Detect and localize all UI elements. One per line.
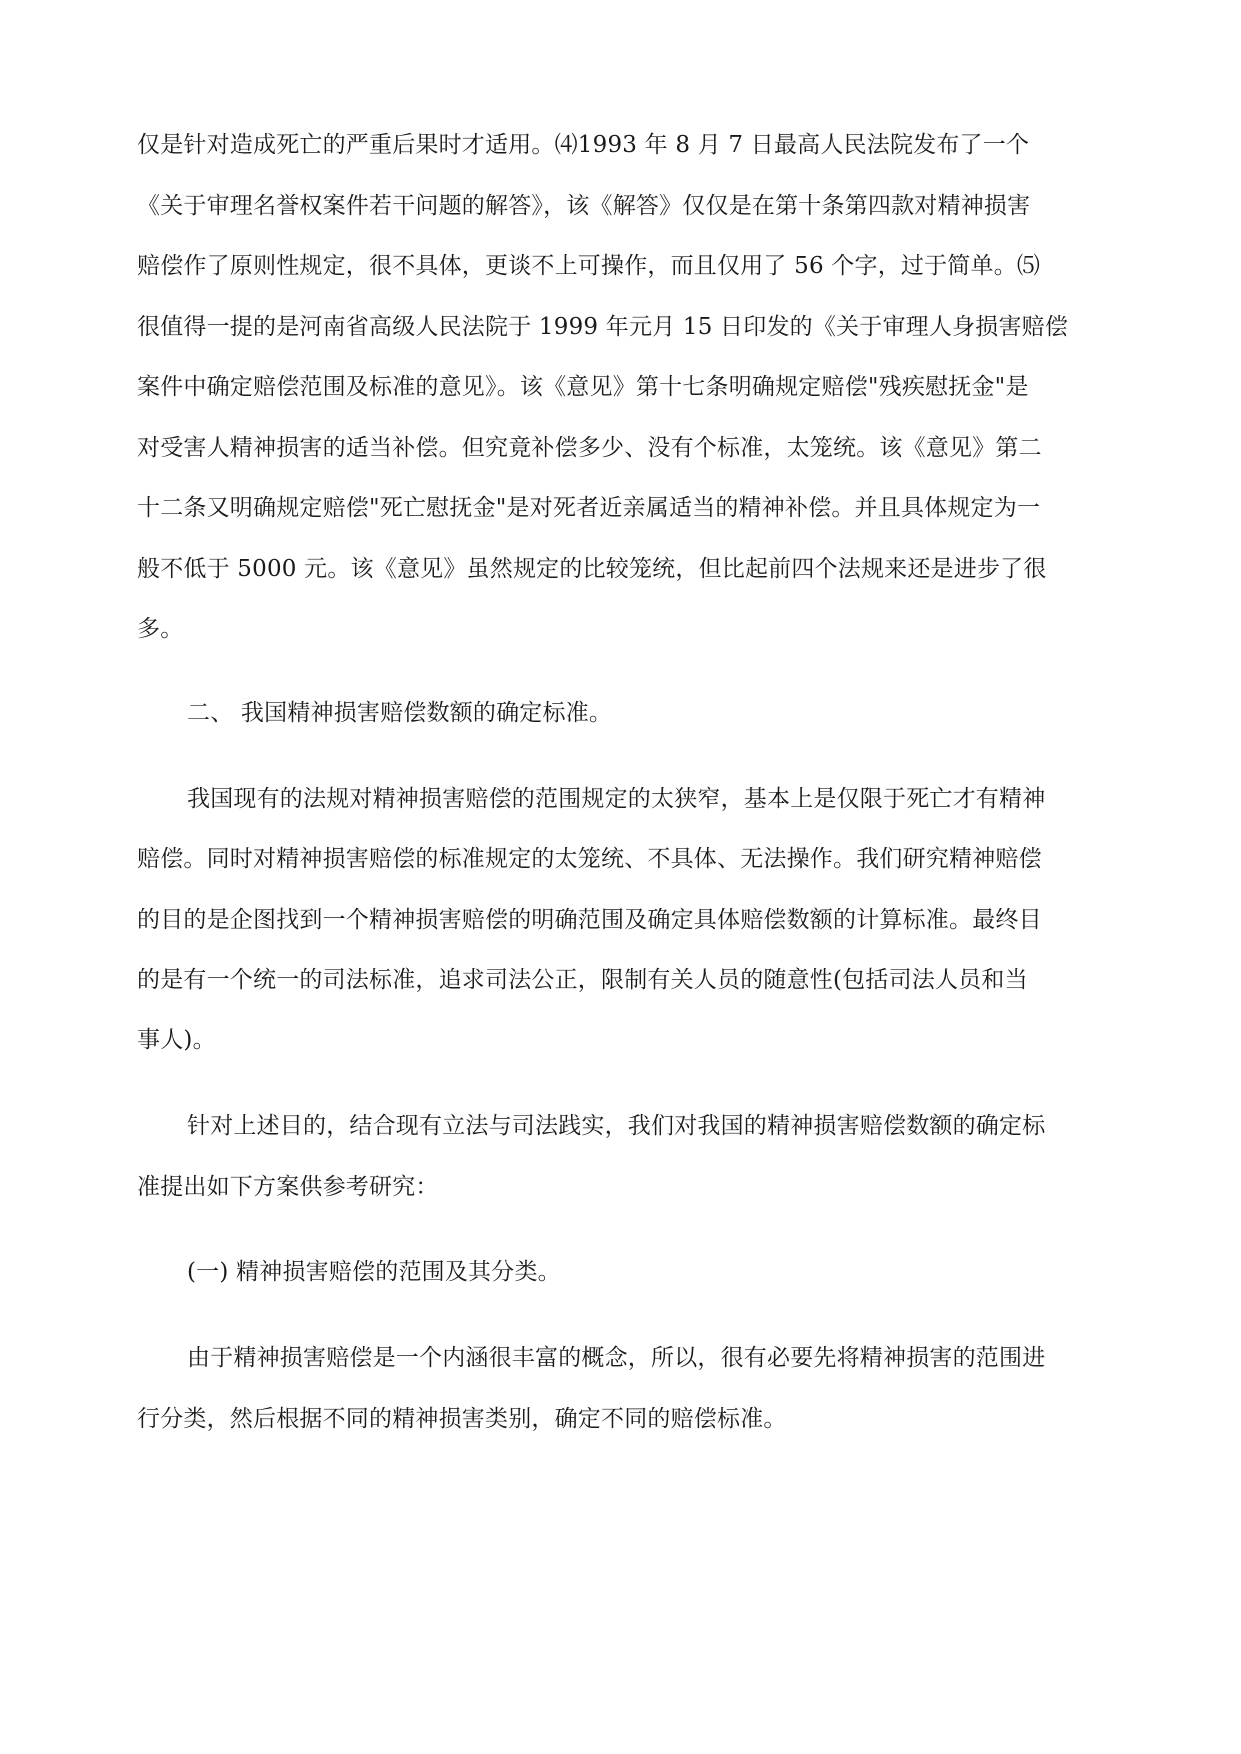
text-line: 的是有一个统一的司法标准，追求司法公正，限制有关人员的随意性(包括司法人员和当 [137,967,1028,993]
text-line: 很值得一提的是河南省高级人民法院于 1999 年元月 15 日印发的《关于审理人身损害赔偿 [137,314,1069,340]
text-line: 的目的是企图找到一个精神损害赔偿的明确范围及确定具体赔偿数额的计算标准。最终目 [137,907,1042,933]
text-line: 仅是针对造成死亡的严重后果时才适用。⑷1993 年 8 月 7 日最高人民法院发布了一个 [137,132,1030,158]
text-line: 行分类，然后根据不同的精神损害类别，确定不同的赔偿标准。 [137,1406,787,1432]
text-line: 针对上述目的，结合现有立法与司法践实，我们对我国的精神损害赔偿数额的确定标 [187,1113,1046,1139]
text-line: 赔偿作了原则性规定，很不具体，更谈不上可操作，而且仅用了 56 个字，过于简单。⑸ [137,253,1041,279]
heading-line: 二、 我国精神损害赔偿数额的确定标准。 [187,700,613,726]
text-line: 十二条又明确规定赔偿"死亡慰抚金"是对死者近亲属适当的精神补偿。并且具体规定为一 [137,495,1041,521]
text-line: 多。 [137,616,184,642]
text-line: 案件中确定赔偿范围及标准的意见》。该《意见》第十七条明确规定赔偿"残疾慰抚金"是 [137,374,1029,400]
text-line: 由于精神损害赔偿是一个内涵很丰富的概念，所以，很有必要先将精神损害的范围进 [187,1345,1046,1371]
text-line: 准提出如下方案供参考研究： [137,1174,439,1200]
text-line: 对受害人精神损害的适当补偿。但究竟补偿多少、没有个标准，太笼统。该《意见》第二 [137,435,1042,461]
text-line: 我国现有的法规对精神损害赔偿的范围规定的太狭窄，基本上是仅限于死亡才有精神 [187,786,1046,812]
heading-line: (一) 精神损害赔偿的范围及其分类。 [187,1259,561,1285]
text-line: 《关于审理名誉权案件若干问题的解答》，该《解答》仅仅是在第十条第四款对精神损害 [137,193,1031,219]
text-line: 赔偿。同时对精神损害赔偿的标准规定的太笼统、不具体、无法操作。我们研究精神赔偿 [137,846,1042,872]
text-line: 般不低于 5000 元。该《意见》虽然规定的比较笼统，但比起前四个法规来还是进步了很 [137,556,1047,582]
text-line: 事人)。 [137,1027,216,1053]
